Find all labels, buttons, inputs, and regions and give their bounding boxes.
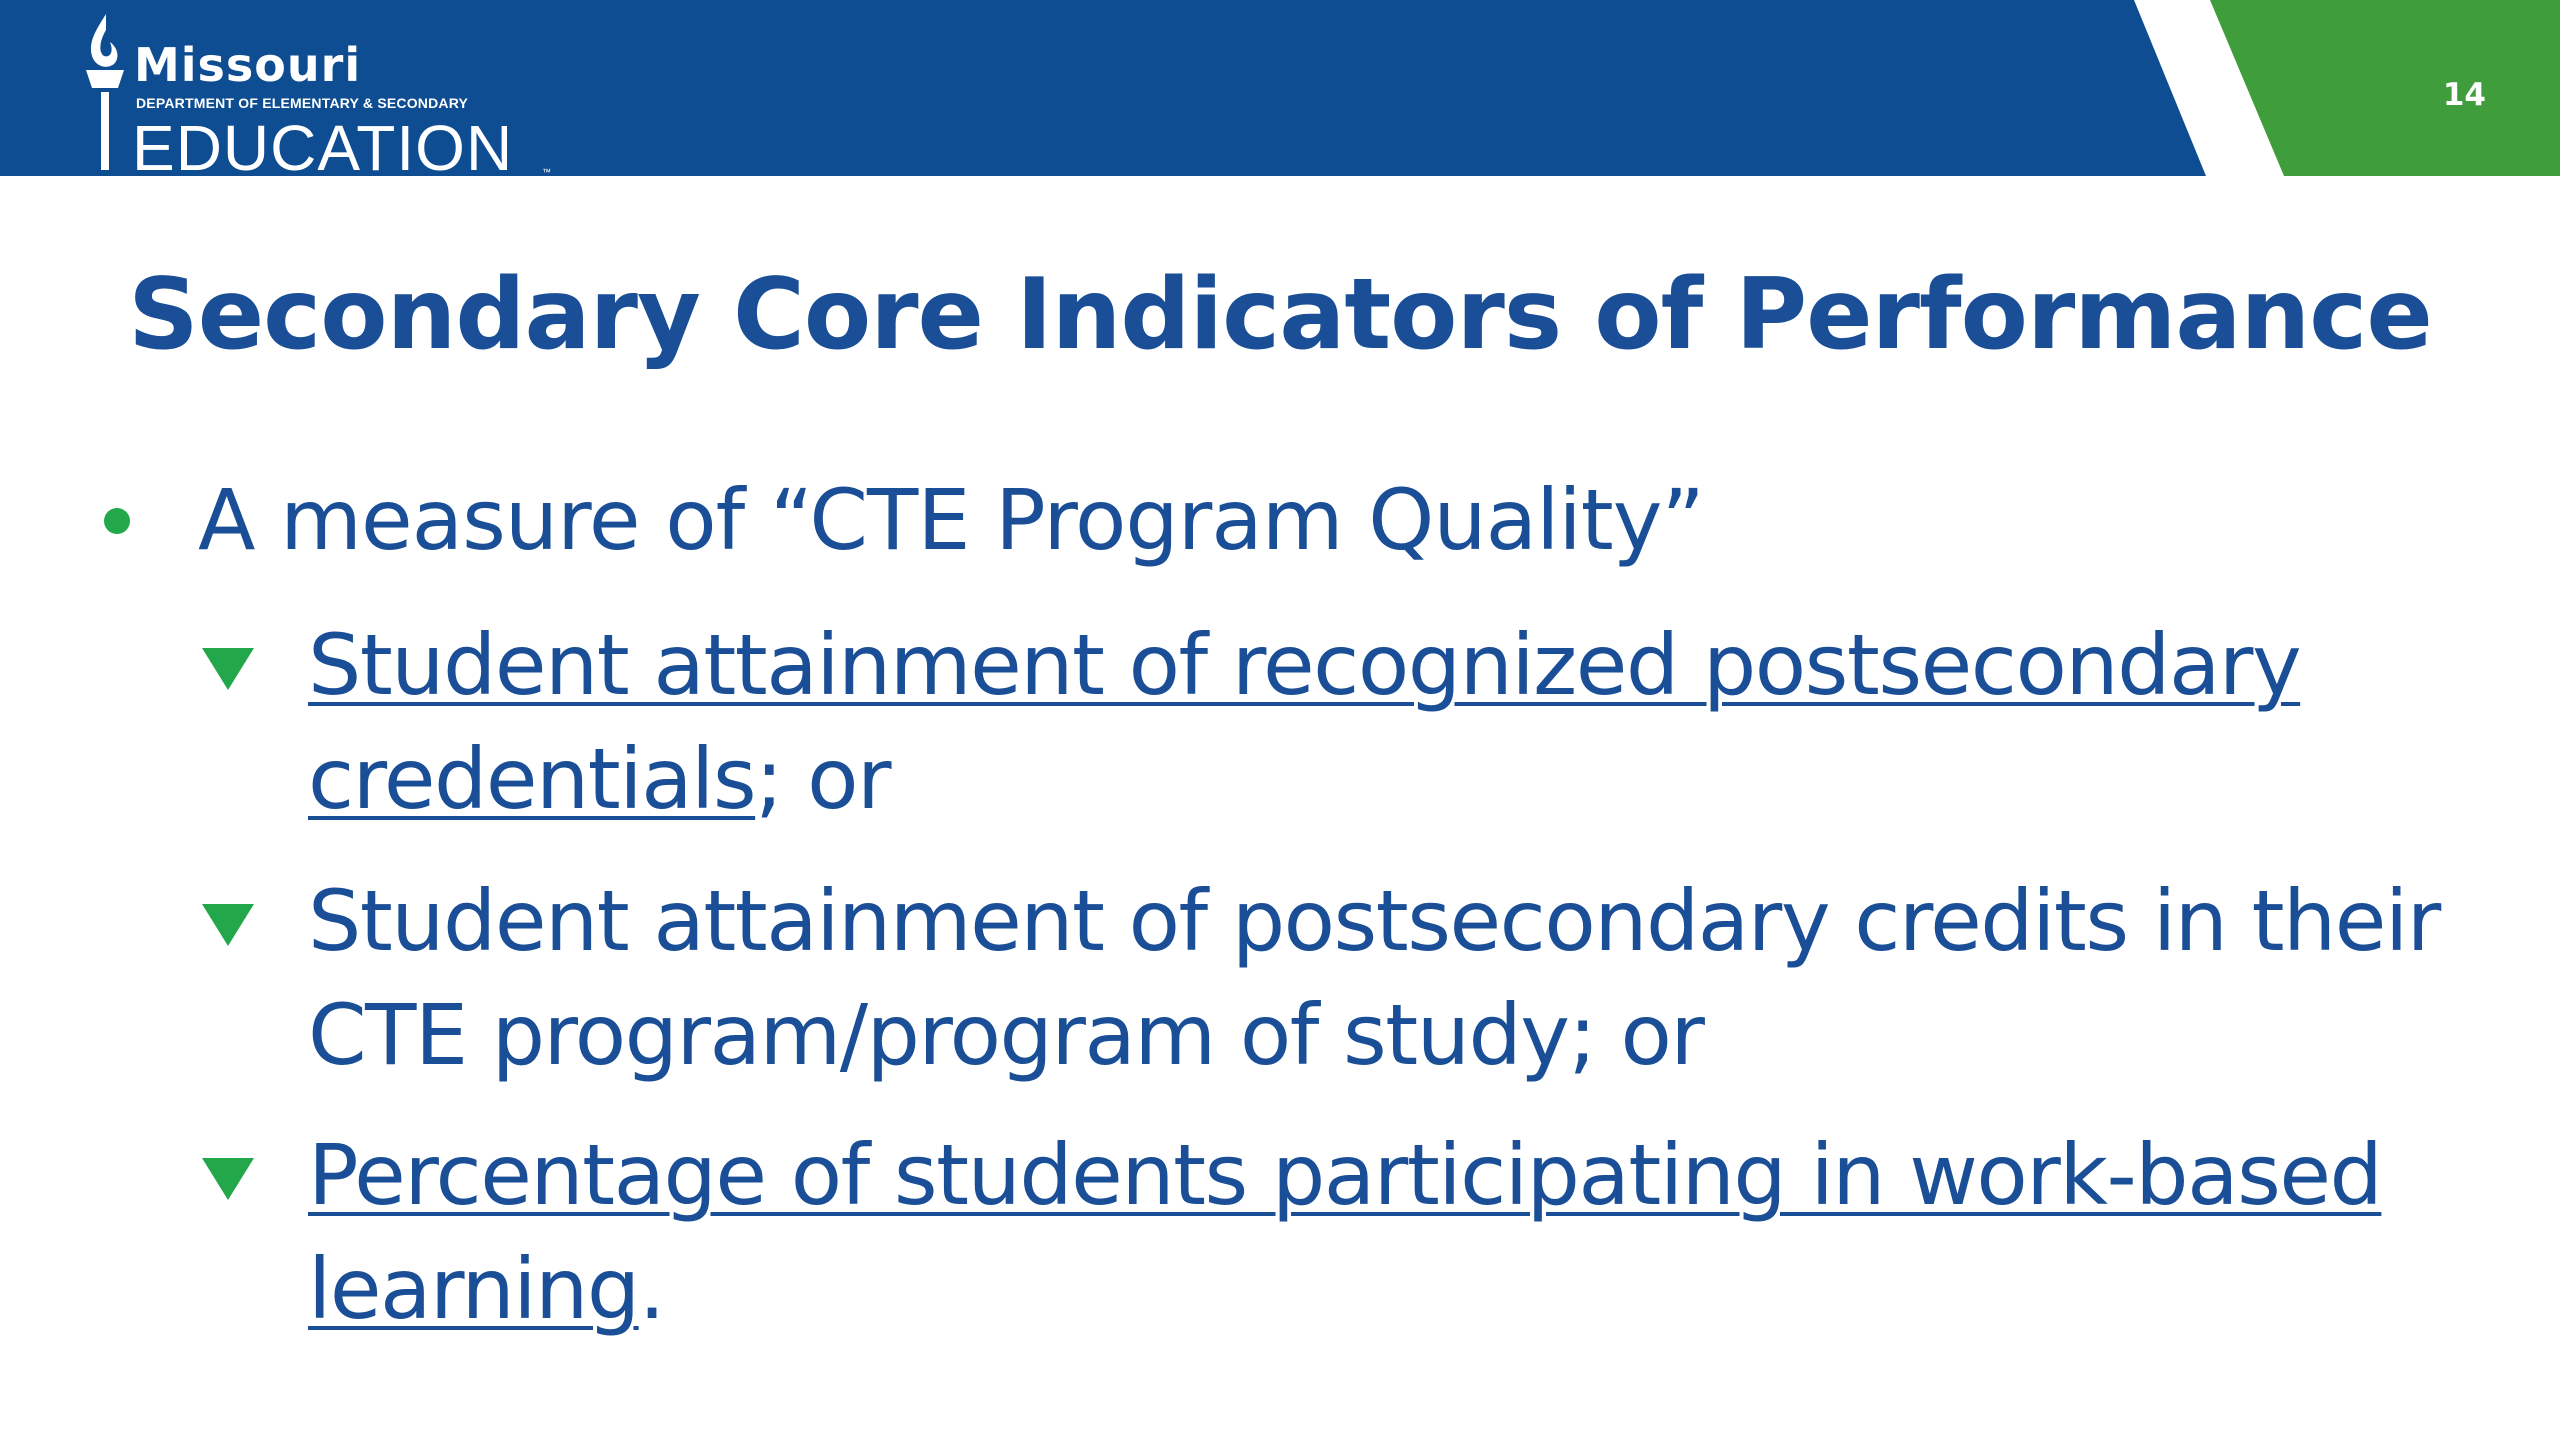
sub-bullet-text <box>308 864 2488 1092</box>
sub-bullet-plain-text: ; or <box>755 730 891 828</box>
logo-trademark: ™ <box>542 167 551 177</box>
bullet-dot-icon <box>104 508 130 534</box>
logo-department-line: DEPARTMENT OF ELEMENTARY & SECONDARY <box>136 95 469 111</box>
slide-title: Secondary Core Indicators of Performance <box>128 258 2432 372</box>
sub-bullet-text <box>308 608 2488 836</box>
page-number: 14 <box>2442 77 2486 113</box>
triangle-down-icon <box>200 902 256 948</box>
logo-wordmark-education: EDUCATION <box>132 112 514 184</box>
sub-bullet-plain-text: Student attainment of postsecondary credits in their CTE program/program of study; or <box>308 872 2440 1084</box>
sub-bullet-underlined-text: Student attainment of recognized postsecondary credentials <box>308 616 2301 828</box>
sub-bullet-underlined-text: Percentage of students participating in work-based learning <box>308 1126 2382 1338</box>
sub-bullet-text <box>308 1118 2488 1346</box>
triangle-down-icon <box>200 646 256 692</box>
bullet-level-1-text: A measure of “CTE Program Quality” <box>198 471 1704 569</box>
triangle-down-icon <box>200 1156 256 1202</box>
logo-wordmark-missouri: Missouri <box>134 38 362 92</box>
sub-bullet-plain-text: . <box>638 1240 664 1338</box>
